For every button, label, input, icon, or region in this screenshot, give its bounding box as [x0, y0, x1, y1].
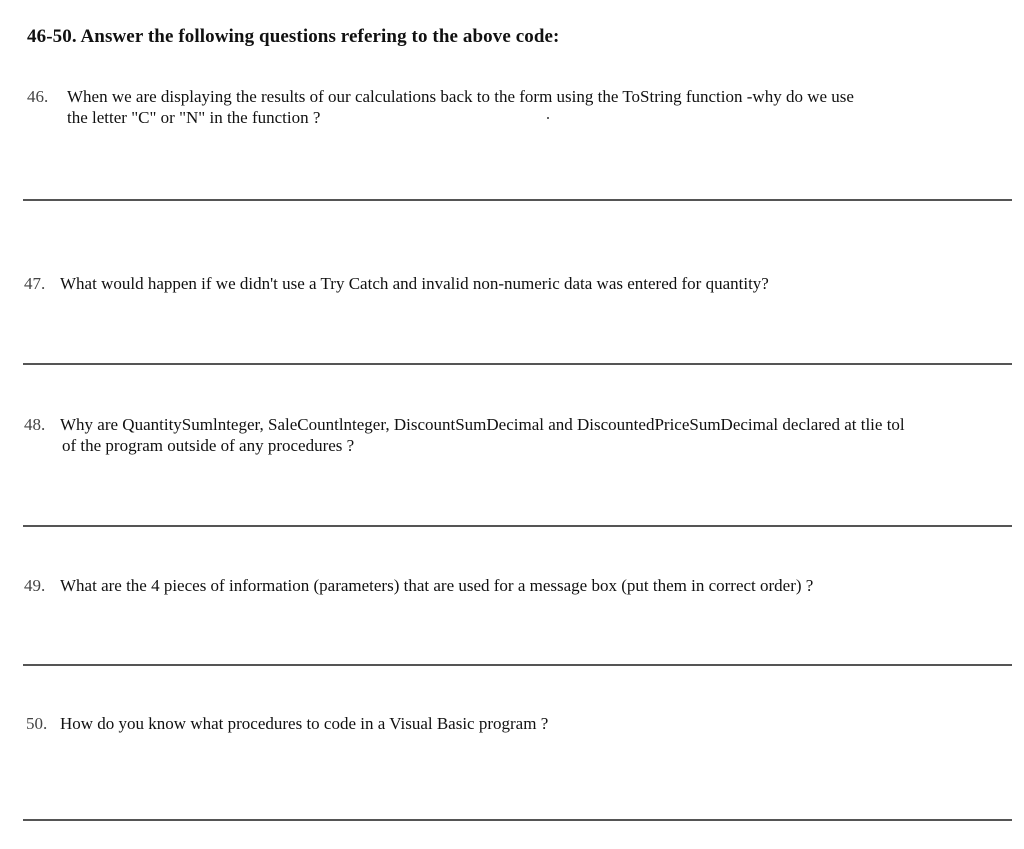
answer-line-50[interactable]	[23, 819, 1012, 821]
question-number: 46.	[27, 87, 49, 106]
answer-line-46[interactable]	[23, 199, 1012, 201]
question-47	[24, 273, 769, 294]
question-text-line1: What are the 4 pieces of information (parameters) that are used for a message box (put them in correct order) ?	[60, 576, 814, 595]
question-46	[27, 86, 854, 128]
question-text-line1: How do you know what procedures to code in a Visual Basic program ?	[60, 714, 549, 733]
question-text-line2: of the program outside of any procedures ?	[62, 436, 355, 455]
question-number: 47.	[24, 274, 46, 293]
answer-line-47[interactable]	[23, 363, 1012, 365]
answer-line-49[interactable]	[23, 664, 1012, 666]
question-48	[24, 414, 905, 456]
question-50	[26, 713, 548, 734]
question-text-line1: What would happen if we didn't use a Try Catch and invalid non-numeric data was entered for quantity?	[60, 274, 769, 293]
question-text-line1: When we are displaying the results of our calculations back to the form using the ToString function -why do we use	[67, 87, 854, 106]
section-heading: 46-50. Answer the following questions refering to the above code:	[27, 26, 560, 47]
question-number: 48.	[24, 415, 46, 434]
question-number: 50.	[26, 714, 48, 733]
answer-line-48[interactable]	[23, 525, 1012, 527]
question-number: 49.	[24, 576, 46, 595]
question-text-line2: the letter "C" or "N" in the function ?	[67, 108, 321, 127]
stray-dot	[547, 117, 549, 119]
question-49	[24, 575, 813, 596]
question-text-line1: Why are QuantitySumlnteger, SaleCountlnteger, DiscountSumDecimal and DiscountedPriceSumDecimal declared at tlie tol	[60, 415, 905, 434]
